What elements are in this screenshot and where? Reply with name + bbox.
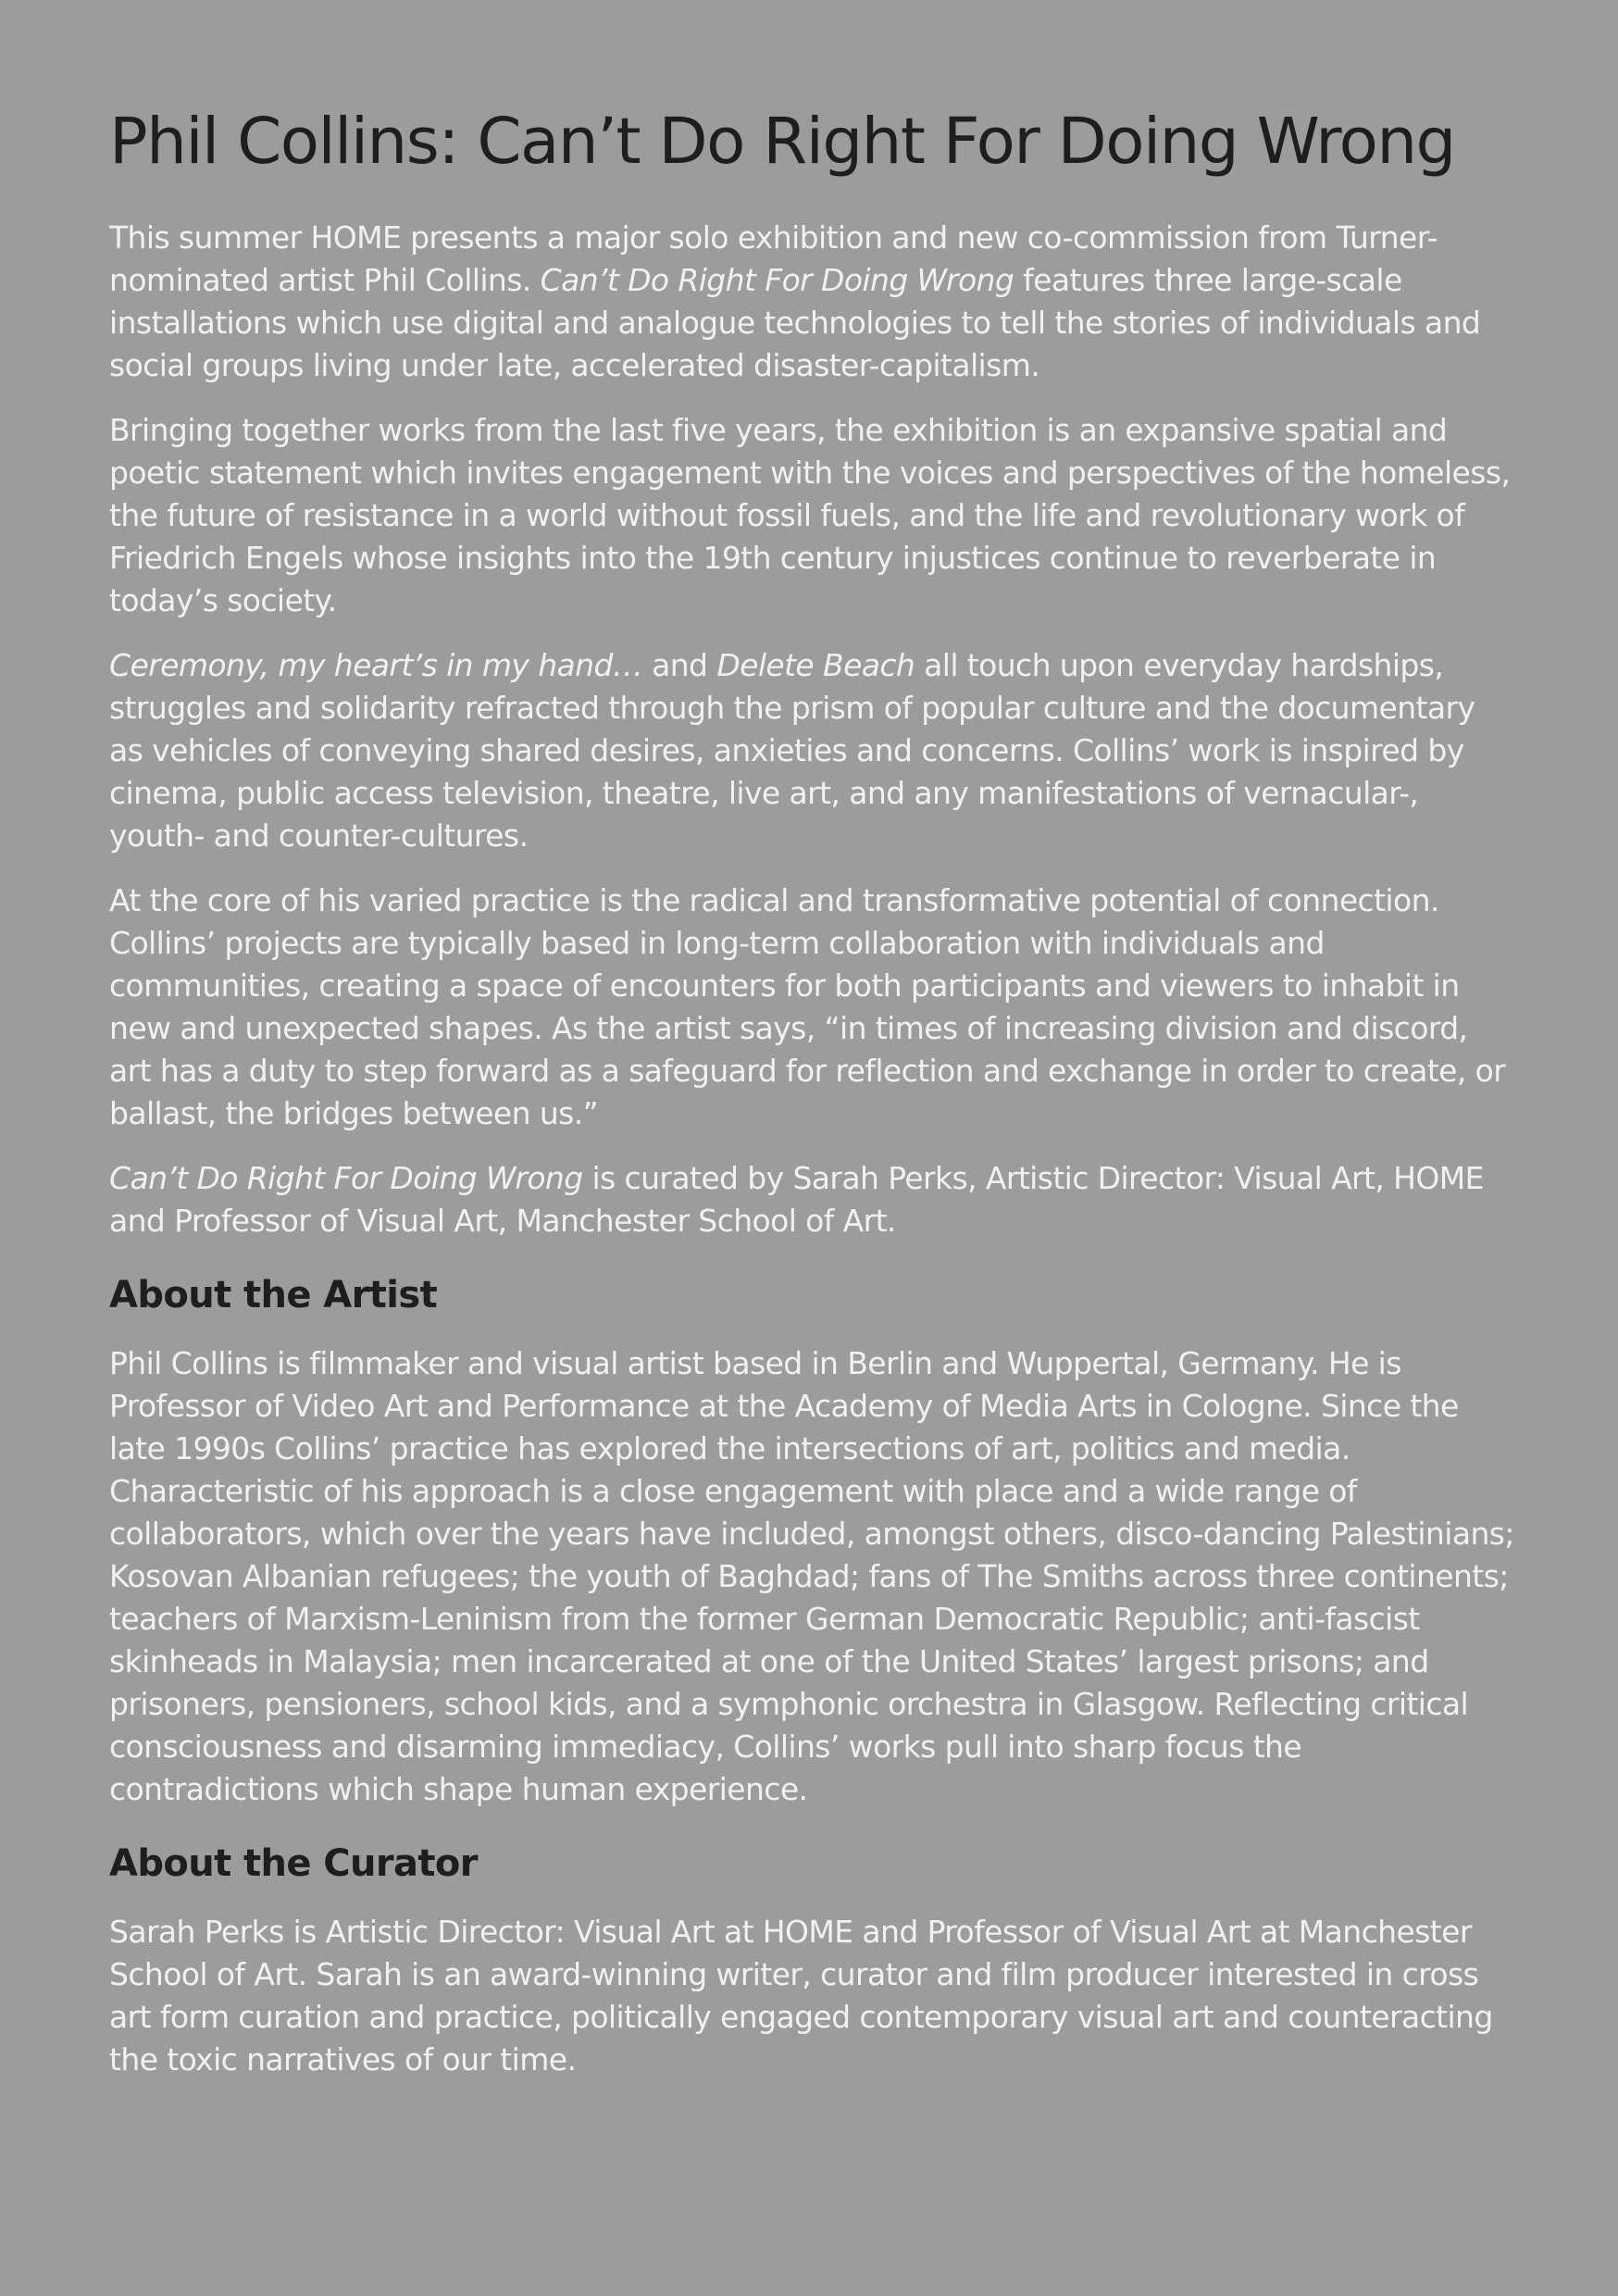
about-artist-body: Phil Collins is filmmaker and visual artist based in Berlin and Wuppertal, Germany. He is Professor of Video Art and Performance at the Academy of Media Arts in Cologne. Since the late 1990s Collins’ practice has explored the intersections of art, politics and media. Characteristic of his approach is a close engagement with place and a wide range of collaborators, which over the years have included, amongst others, disco-dancing Palestinians; Kosovan Albanian refugees; the youth of Baghdad; fans of The Smiths across three continents; teachers of Marxism-Leninism from the former German Democratic Republic; anti-fascist skinheads in Malaysia; men incarcerated at one of the United States’ largest prisons; and prisoners, pensioners, school kids, and a symphonic orchestra in Glasgow. Reflecting critical consciousness and disarming immediacy, Collins’ works pull into sharp focus the contradictions which shape human experience. bbox=[109, 1345, 1514, 1807]
intro-paragraph-4: At the core of his varied practice is the radical and transformative potential of connection. Collins’ projects are typically based in long-term collaboration with individuals and communities, creating a space of encounters for both participants and viewers to inhabit in new and unexpected shapes. As the artist says, “in times of increasing division and discord, art has a duty to step forward as a safeguard for reflection and exchange in order to create, or ballast, the bridges between us.” bbox=[109, 882, 1506, 1131]
about-artist-heading: About the Artist bbox=[109, 1274, 438, 1316]
page-title: Phil Collins: Can’t Do Right For Doing Wrong bbox=[109, 105, 1455, 179]
exhibition-title-ref-2: Can’t Do Right For Doing Wrong bbox=[109, 1160, 583, 1196]
about-curator-body: Sarah Perks is Artistic Director: Visual Art at HOME and Professor of Visual Art at Manchester School of Art. Sarah is an award-winning writer, curator and film producer interested in cross art form curation and practice, politically engaged contemporary visual art and counteracting the toxic narratives of our time. bbox=[109, 1914, 1493, 2078]
intro-p3-and: and bbox=[642, 647, 717, 683]
exhibition-title-ref: Can’t Do Right For Doing Wrong bbox=[540, 262, 1014, 298]
intro-paragraph-1 bbox=[109, 217, 1516, 387]
work-title-ceremony: Ceremony, my heart’s in my hand… bbox=[109, 647, 643, 683]
intro-p5-text: is curated by Sarah Perks, Artistic Director: Visual Art, HOME and Professor of Visual Art, Manchester School of Art. bbox=[109, 1160, 1484, 1239]
intro-p1-text-a: This summer HOME presents a major solo exhibition and new co-commission from Turner-nominated artist Phil Collins. bbox=[109, 219, 1438, 298]
intro-paragraph-3 bbox=[109, 644, 1516, 857]
about-curator-heading: About the Curator bbox=[109, 1842, 478, 1885]
intro-p1-text-b: features three large-scale installations which use digital and analogue technologies to tell the stories of individuals and social groups living under late, accelerated disaster-capitalism. bbox=[109, 262, 1481, 383]
intro-paragraph-2: Bringing together works from the last five years, the exhibition is an expansive spatial and poetic statement which invites engagement with the voices and perspectives of the homeless, the future of resistance in a world without fossil fuels, and the life and revolutionary work of Friedrich Engels whose insights into the 19th century injustices continue to reverberate in today’s society. bbox=[109, 412, 1511, 618]
intro-p3-text: all touch upon everyday hardships, struggles and solidarity refracted through the prism of popular culture and the documentary as vehicles of conveying shared desires, anxieties and concerns. Collins’ work is inspired by cinema, public access television, theatre, live art, and any manifestations of vernacular-, youth- and counter-cultures. bbox=[109, 647, 1475, 854]
intro-paragraph-5 bbox=[109, 1157, 1516, 1242]
work-title-delete-beach: Delete Beach bbox=[716, 647, 915, 683]
